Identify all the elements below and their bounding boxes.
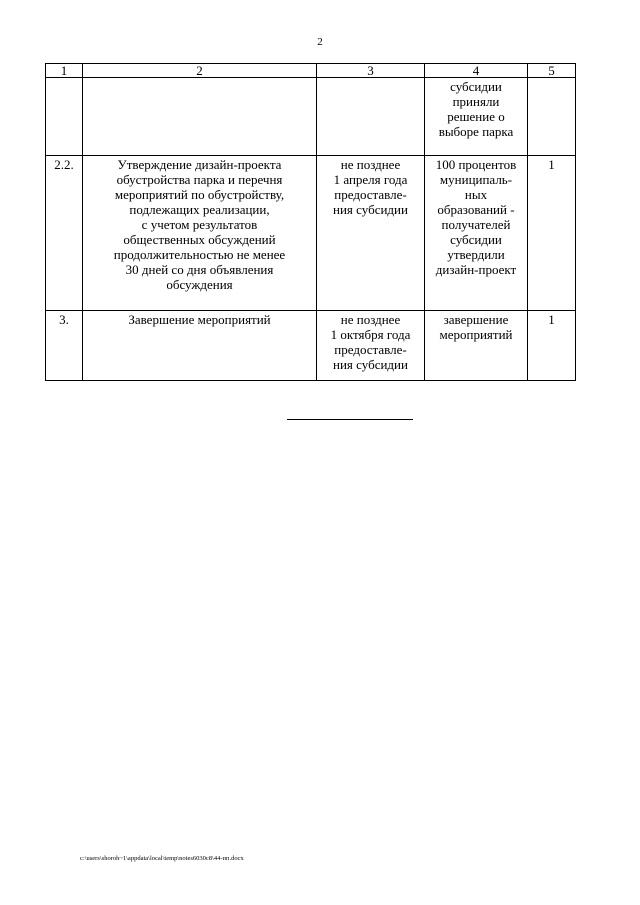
row-number-cell <box>46 78 83 156</box>
document-table <box>45 63 576 381</box>
deadline-cell: не позднее 1 октября года предоставле- ния субсидии <box>317 311 425 381</box>
header-cell: 3 <box>317 64 425 78</box>
page-number: 2 <box>317 36 323 48</box>
description-cell: Завершение мероприятий <box>83 311 317 381</box>
deadline-cell: не позднее 1 апреля года предоставле- ния субсидии <box>317 156 425 311</box>
header-cell: 2 <box>83 64 317 78</box>
table-row <box>46 311 576 381</box>
table-header-row <box>46 64 576 78</box>
value-cell: 1 <box>528 156 576 311</box>
table-row <box>46 156 576 311</box>
indicator-cell: завершение мероприятий <box>425 311 528 381</box>
description-cell <box>83 78 317 156</box>
description-cell: Утверждение дизайн-проекта обустройства парка и перечня мероприятий по обустройству, подлежащих реализации, с учетом результатов общественных обсуждений продолжительностью не менее 30 дней со дня объявления обсуждения <box>83 156 317 311</box>
row-number-cell: 2.2. <box>46 156 83 311</box>
value-cell <box>528 78 576 156</box>
end-divider-line <box>287 419 413 420</box>
deadline-cell <box>317 78 425 156</box>
indicator-cell: 100 процентов муниципаль- ных образований - получателей субсидии утвердили дизайн-проект <box>425 156 528 311</box>
indicator-cell: субсидии приняли решение о выборе парка <box>425 78 528 156</box>
value-cell: 1 <box>528 311 576 381</box>
table-row <box>46 78 576 156</box>
row-number-cell: 3. <box>46 311 83 381</box>
header-cell: 4 <box>425 64 528 78</box>
header-cell: 5 <box>528 64 576 78</box>
footer-file-path: c:\users\shoroh~1\appdata\local\temp\notes6030c8\44-пп.docx <box>80 855 244 862</box>
header-cell: 1 <box>46 64 83 78</box>
